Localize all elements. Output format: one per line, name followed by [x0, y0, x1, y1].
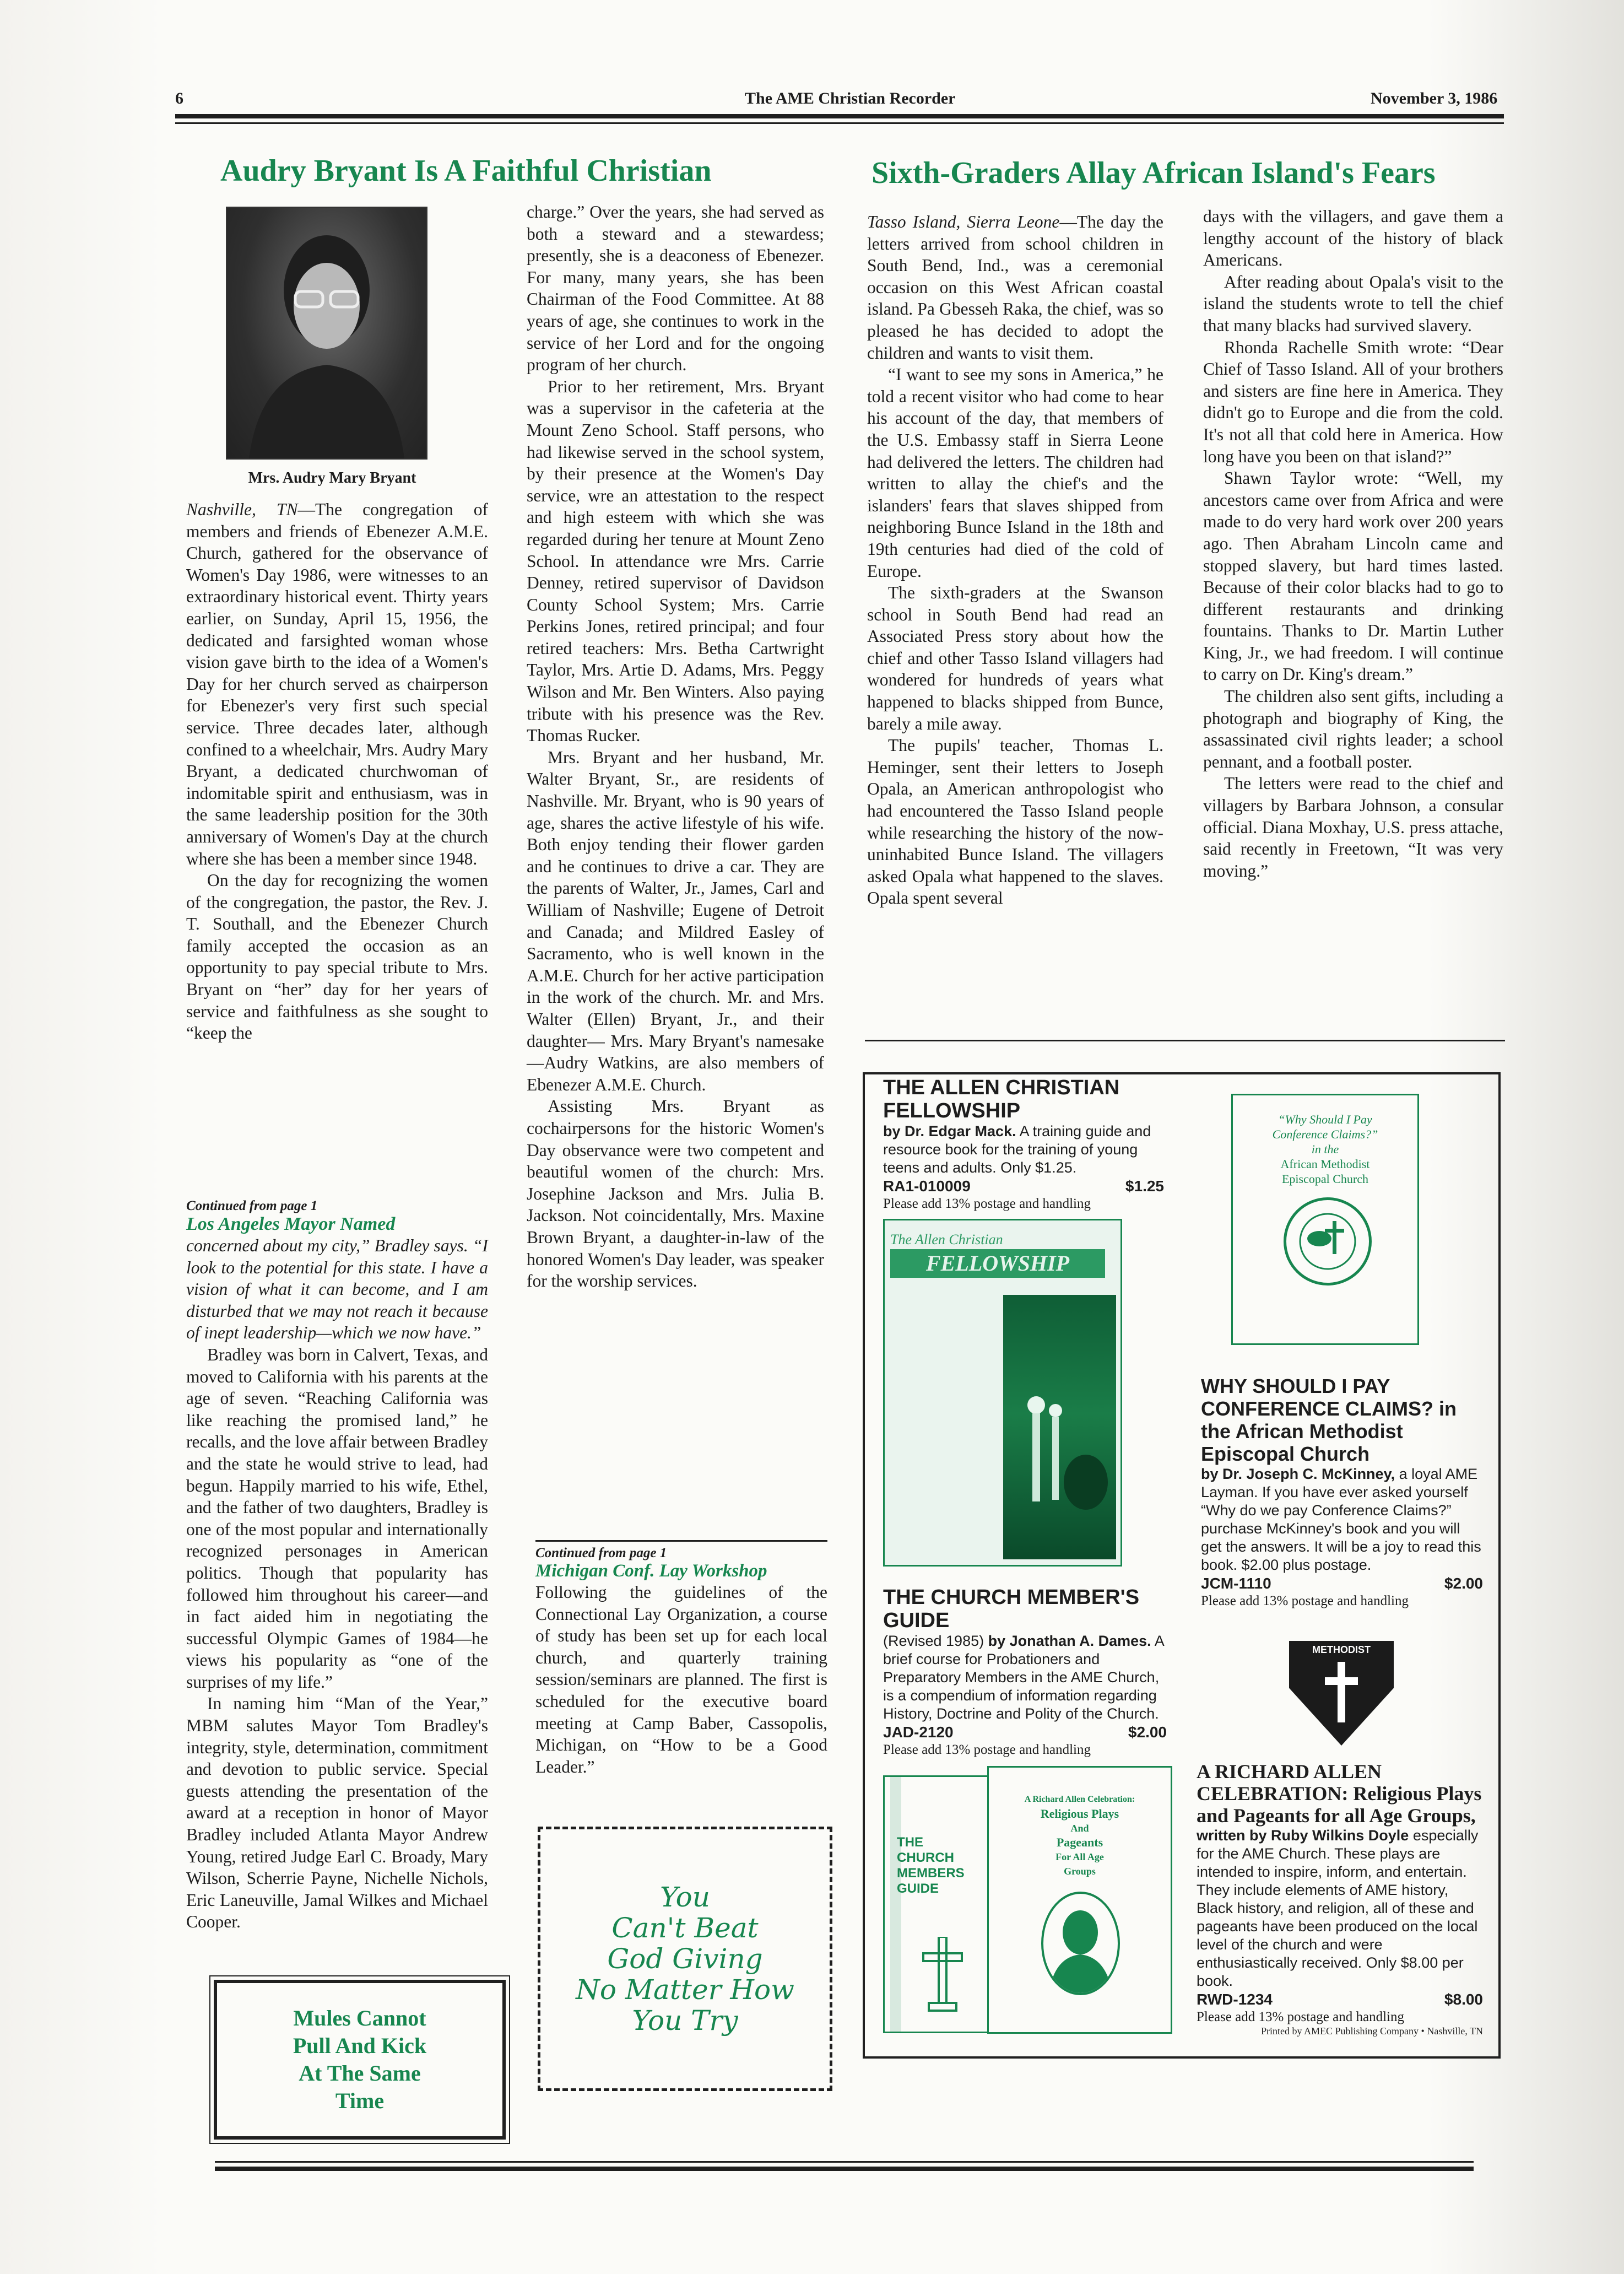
cover-title-line: MEMBERS	[897, 1866, 965, 1881]
bradley-title: Los Angeles Mayor Named	[186, 1214, 396, 1234]
cover-title-line: CHURCH	[897, 1850, 954, 1865]
sierra-leone-column-1	[867, 211, 1163, 909]
conference-claims-postage-note: Please add 13% postage and handling	[1201, 1594, 1409, 1608]
candles-illustration	[1003, 1295, 1116, 1559]
member-guide-description: A brief course for Probationers and Preparatory Members in the AME Church, is a compendium of information regarding History, Doctrine and Polity of the Church.	[883, 1633, 1164, 1722]
cover-candle-photo	[1003, 1295, 1116, 1559]
cover-line: A Richard Allen Celebration:	[1024, 1795, 1135, 1804]
fellowship-postage-note: Please add 13% postage and handling	[883, 1196, 1091, 1211]
fellowship-code: RA1-010009	[883, 1177, 971, 1195]
shield-cross-icon	[1322, 1662, 1361, 1722]
bradley-paragraph: concerned about my city,” Bradley says. “I look to the potential for this state. I have a vision of what it can become, and I am disturbed that we may not reach it because of inept leadership—which we now have.”	[186, 1236, 488, 1343]
masthead-rule-thin	[175, 122, 1504, 124]
celebration-price: $8.00	[1444, 1991, 1483, 2008]
filler-line: Can't Beat	[611, 1912, 759, 1944]
cover-title-line: GUIDE	[897, 1881, 939, 1896]
cover-line: Pageants	[1056, 1835, 1103, 1849]
cover-line: And	[1070, 1823, 1089, 1834]
member-guide-edition: (Revised 1985)	[883, 1633, 984, 1649]
celebration-book-cover	[987, 1766, 1172, 2034]
bryant-column-2	[527, 201, 824, 1292]
cross-icon	[918, 1937, 967, 2014]
fellowship-title: THE ALLEN CHRISTIAN FELLOWSHIP	[883, 1076, 1120, 1122]
cover-spine	[890, 1777, 901, 2032]
conference-claims-author: by Dr. Joseph C. McKinney,	[1201, 1466, 1395, 1482]
cover-line: Religious Plays	[1040, 1807, 1119, 1821]
sierra-leone-paragraph: The sixth-graders at the Swanson school in South Bend had read an Associated Press story about how the chief and other Tasso Island villagers had wondered for hundreds of years what happened to blacks shipped from Bunce, barely a mile away.	[867, 583, 1163, 733]
member-guide-title: THE CHURCH MEMBER'S GUIDE	[883, 1586, 1140, 1632]
bradley-paragraph: Bradley was born in Calvert, Texas, and moved to California with his parents at the age of seven. “Reaching California was like reaching the promised land,” he recalls, and the love affair between Bradley and the state he would strive to lead, had begun. Happily married to his wife, Ethel, and the father of two daughters, Bradley is one of the most popular and internationally recognized personages in American politics. Though that popularity has followed him throughout his career—and in fact aided him in negotiating the successful Olympic Games of 1984—he views his popularity as “one of the surprises of my life.”	[186, 1344, 488, 1692]
bryant-dateline: Nashville, TN	[186, 500, 298, 519]
conference-claims-title: WHY SHOULD I PAY CONFERENCE CLAIMS? in the African Methodist Episcopal Church	[1201, 1375, 1457, 1465]
printer-credit: Printed by AMEC Publishing Company • Nashville, TN	[1261, 2025, 1483, 2037]
bryant-column-1	[186, 499, 488, 1044]
member-guide-code: JAD-2120	[883, 1724, 954, 1741]
bottom-rule-thin	[215, 2161, 1474, 2163]
cover-line: “Why Should I Pay	[1278, 1112, 1372, 1126]
bryant-photo	[226, 207, 427, 460]
filler-line: You Try	[632, 2005, 738, 2037]
sierra-leone-headline: Sixth-Graders Allay African Island's Fears	[871, 156, 1436, 190]
bryant-paragraph: Prior to her retirement, Mrs. Bryant was a supervisor in the cafeteria at the Mount Zeno School. Staff persons, who had likewise served in the school system, by their presence at the Women's Day service, wre an attestation to the respect and high esteem with which she was regarded during her tenure at Mount Zeno School. In attendance wre Mrs. Carrie Denney, retired supervisor of Davidson County School System; Mrs. Carrie Perkins Jones, retired principal; and four retired teachers: Mrs. Betha Cartwright Taylor, Mrs. Artie D. Adams, Mrs. Peggy Wilson and Mr. Ben Winters. Also paying tribute with his presence was the Rev. Thomas Rucker.	[527, 376, 824, 746]
filler-line: God Giving	[607, 1943, 763, 1975]
celebration-description: especially for the AME Church. These plays are intended to inspire, inform, and entertain. They include elements of AME history, Black history, and religion, all of these and pageants have been produced on the local level of the church and were enthusiastically received. Only $8.00 per book.	[1197, 1827, 1479, 1989]
filler-line: Pull And Kick	[293, 2033, 427, 2058]
sierra-leone-paragraph: Shawn Taylor wrote: “Well, my ancestors came over from Africa and were made to do very hard work over 200 years ago. Then Abraham Lincoln came and stopped slavery, but hard times lasted. Because of their color blacks had to go to different restaurants and drinking fountains. Thanks to Dr. Martin Luther King, Jr., we had freedom. I will continue to carry on Dr. King's dream.”	[1203, 468, 1503, 684]
fellowship-price: $1.25	[1125, 1177, 1164, 1195]
paper-name: The AME Christian Recorder	[745, 89, 956, 107]
filler-line: At The Same	[299, 2061, 421, 2086]
member-guide-ad	[883, 1586, 1167, 1758]
sierra-leone-paragraph: “I want to see my sons in America,” he told a recent visitor who had come to hear his account of the day, that members of the U.S. Embassy staff in Sierra Leone had delivered the letters. The children had written to allay the chief's and the islanders' fears that slaves shipped from neighboring Bunce Island in the 18th and 19th centuries had died of the cold of Europe.	[867, 365, 1163, 581]
celebration-ad	[1197, 1760, 1483, 2037]
cover-text	[1233, 1112, 1417, 1186]
bryant-paragraph: On the day for recognizing the women of the congregation, the pastor, the Rev. J. T. Southall, and the Ebenezer Church family accepted the occasion as an opportunity to pay special tribute to Mrs. Bryant on “her” day for her years of service and faithfulness as she sought to “keep the	[186, 871, 488, 1043]
mules-filler-box	[214, 1980, 506, 2140]
bryant-paragraph: —The congregation of members and friends of Ebenezer A.M.E. Church, gathered for the observance of Women's Day 1986, were witnesses to an extraordinary historical event. Thirty years earlier, on Sunday, April 15, 1956, the dedicated and farsighted woman whose vision gave birth to the idea of a Women's Day for her church served as chairperson for Ebenezer's very first such special service. Three decades later, although confined to a wheelchair, Mrs. Audry Mary Bryant, a dedicated churchwoman of indomitable spirit and enthusiasm, was in the same leadership position for the 30th anniversary of Women's Day at the church where she has been a member since 1948.	[186, 500, 488, 868]
section-rule	[535, 1540, 827, 1542]
globe-cross-icon	[1286, 1200, 1369, 1283]
issue-date: November 3, 1986	[1371, 89, 1498, 107]
sierra-leone-paragraph: The letters were read to the chief and villagers by Barbara Johnson, a consular official. Diana Moxhay, U.S. press attache, said recently in Freetown, “It was very moving.”	[1203, 774, 1503, 881]
sierra-leone-paragraph: Rhonda Rachelle Smith wrote: “Dear Chief of Tasso Island. All of your brothers and sisters are fine here in America. They didn't go to Europe and die from the cold. It's not all that cold here in America. How long have you been on that island?”	[1203, 337, 1503, 466]
cover-title	[897, 1835, 965, 1897]
sierra-leone-paragraph: days with the villagers, and gave them a lengthy account of the history of black Americans.	[1203, 207, 1503, 270]
filler-line: You	[660, 1881, 710, 1913]
cover-line: in the	[1311, 1142, 1339, 1156]
portrait-silhouette	[1043, 1894, 1118, 1993]
cover-line: Conference Claims?”	[1272, 1127, 1378, 1141]
fellowship-description: A training guide and resource book for the training of young teens and adults. Only $1.25.	[883, 1123, 1151, 1176]
cover-subtitle: The Allen Christian	[890, 1231, 1003, 1247]
conference-claims-book-cover	[1231, 1094, 1419, 1345]
continued-label: Continued from page 1	[186, 1198, 318, 1213]
fellowship-book-cover	[883, 1219, 1122, 1567]
lay-workshop-article	[535, 1546, 827, 1778]
sierra-leone-paragraph: —The day the letters arrived from school children in South Bend, Ind., was a ceremonial occasion on this West African coastal island. Pa Gbesseh Raka, the chief, was so pleased he has decided to adopt the children and wants to visit them.	[867, 212, 1163, 363]
conference-claims-description: a loyal AME Layman. If you have ever asked yourself “Why do we pay Conference Claims?” purchase McKinney's book and you will get the answers. It will be a joy to read this book. $2.00 plus postage.	[1201, 1466, 1481, 1573]
member-guide-price: $2.00	[1128, 1724, 1167, 1741]
cover-line: Episcopal Church	[1281, 1172, 1369, 1186]
bottom-rule	[215, 2167, 1474, 2171]
celebration-code: RWD-1234	[1197, 1991, 1273, 2008]
photo-caption: Mrs. Audry Mary Bryant	[248, 469, 416, 487]
lay-workshop-paragraph: Following the guidelines of the Connectional Lay Organization, a course of study has been set up for each local church, and quarterly training session/seminars are planned. The first is scheduled for the executive board meeting at Camp Baber, Cassopolis, Michigan, on “How to be a Good Leader.”	[535, 1582, 827, 1776]
methodist-shield-icon	[1289, 1641, 1394, 1746]
filler-line: No Matter How	[576, 1974, 794, 2006]
giving-filler-box	[538, 1827, 832, 2091]
bryant-headline: Audry Bryant Is A Faithful Christian	[220, 154, 712, 188]
sierra-leone-paragraph: After reading about Opala's visit to the island the students wrote to tell the chief that many blacks had survived slavery.	[1203, 272, 1503, 335]
cover-title-line: THE	[897, 1835, 923, 1850]
sierra-leone-dateline: Tasso Island, Sierra Leone	[867, 212, 1060, 231]
sierra-leone-paragraph: The pupils' teacher, Thomas L. Heminger, sent their letters to Joseph Opala, an American anthropologist who had encountered the Tasso Island people while researching the history of the now-uninhabited Bunce Island. The villagers asked Opala what happened to the slaves. Opala spent several	[867, 736, 1163, 908]
cover-line: African Methodist	[1280, 1157, 1370, 1171]
masthead-rule	[175, 114, 1504, 118]
bryant-paragraph: charge.” Over the years, she had served as both a steward and a stewardess; presently, she is a deaconess of Ebenezer. For many, many years, she has been Chairman of the Food Committee. At 88 years of age, she continues to work in the service of her Lord and for the ongoing program of her church.	[527, 202, 824, 375]
fellowship-ad	[883, 1076, 1164, 1212]
bradley-body	[186, 1235, 488, 1933]
conference-claims-code: JCM-1110	[1201, 1575, 1271, 1592]
conference-claims-price: $2.00	[1444, 1575, 1483, 1592]
lay-workshop-body	[535, 1581, 827, 1778]
filler-line: Mules Cannot	[293, 2006, 426, 2030]
cover-title-band: FELLOWSHIP	[890, 1249, 1105, 1278]
shield-label: METHODIST	[1312, 1644, 1371, 1655]
portrait-silhouette	[227, 208, 426, 458]
fellowship-author: by Dr. Edgar Mack.	[883, 1123, 1016, 1139]
filler-line: Time	[335, 2088, 385, 2113]
sierra-leone-paragraph: The children also sent gifts, including a photograph and biography of King, the assassinated civil rights leader; a school pennant, and a football poster.	[1203, 687, 1503, 771]
member-guide-author: by Jonathan A. Dames.	[988, 1633, 1151, 1649]
member-guide-postage-note: Please add 13% postage and handling	[883, 1742, 1091, 1757]
section-rule	[865, 1040, 1505, 1041]
cover-text	[989, 1792, 1171, 1878]
celebration-postage-note: Please add 13% postage and handling	[1197, 2010, 1404, 2024]
cover-line: For All Age	[1055, 1851, 1104, 1862]
conference-claims-ad	[1201, 1375, 1483, 1609]
bryant-paragraph: Assisting Mrs. Bryant as cochairpersons for the historic Women's Day observance were two competent and beautiful women of the church: Mrs. Josephine Jackson and Mrs. Julia B. Jackson. Not coincidentally, Mrs. Maxine Brown Bryant, a daughter-in-law of the honored Women's Day leader, was speaker for the worship services.	[527, 1097, 824, 1291]
lay-workshop-title: Michigan Conf. Lay Workshop	[535, 1561, 767, 1581]
richard-allen-portrait	[1041, 1892, 1120, 1995]
sierra-leone-column-2	[1203, 206, 1503, 882]
bryant-paragraph: Mrs. Bryant and her husband, Mr. Walter Bryant, Sr., are residents of Nashville. Mr. Bryant, who is 90 years of age, shares the active lifestyle of his wife. Both enjoy tending their flower garden and he continues to drive a car. They are the parents of Walter, Jr., James, Carl and William of Nashville; Eugene of Detroit and Canada; and Mildred Easley of Sacramento, who is well known in the A.M.E. Church for her active participation in the work of the church. Mr. and Mrs. Walter (Ellen) Bryant, Jr., and their daughter— Mrs. Mary Bryant's namesake—Audry Watkins, are also members of Ebenezer A.M.E. Church.	[527, 747, 824, 1094]
ame-emblem-icon	[1284, 1197, 1372, 1285]
bradley-paragraph: In naming him “Man of the Year,” MBM salutes Mayor Tom Bradley's integrity, style, determination, commitment and devotion to public service. Special guests attending the presentation of the award at a reception in honor of Mayor Bradley included Atlanta Mayor Andrew Young, retired Judge Earl C. Broady, Mary Wilson, Scherrie Payne, Nichelle Nichols, Eric Laneuville, Jamal Wilkes and Michael Cooper.	[186, 1694, 488, 1932]
celebration-author: written by Ruby Wilkins Doyle	[1197, 1827, 1409, 1844]
continued-label: Continued from page 1	[535, 1546, 667, 1560]
celebration-title: A RICHARD ALLEN CELEBRATION: Religious Plays and Pageants for all Age Groups,	[1197, 1760, 1482, 1827]
cover-line: Groups	[1064, 1866, 1096, 1877]
bradley-article	[186, 1198, 488, 1933]
page-number: 6	[175, 89, 183, 107]
